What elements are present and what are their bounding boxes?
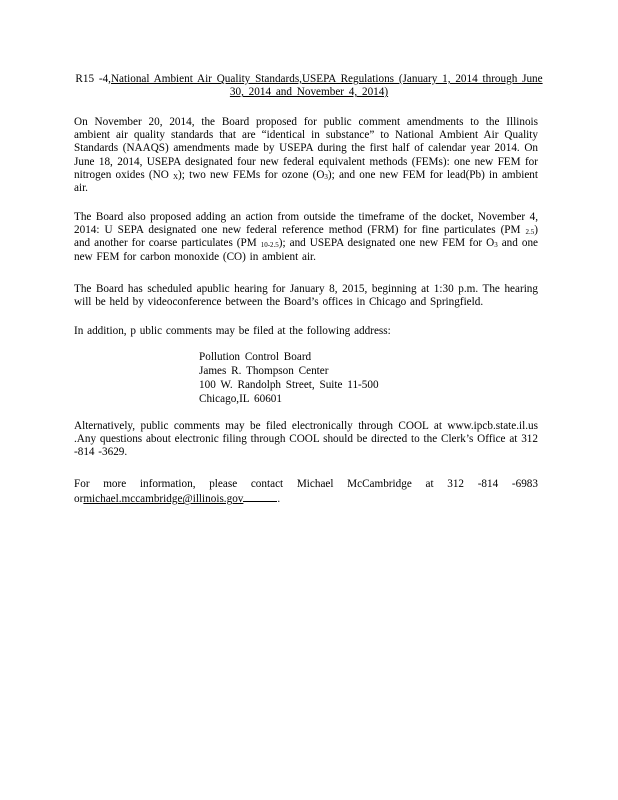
p1-text-c: ); and one new FEM for lead(Pb) in ambient air. [74,168,538,195]
mailing-address [199,350,379,406]
p6-end: . [277,493,281,506]
paragraph-proposal [74,116,538,195]
paragraph-address-intro: In addition, p ublic comments may be filed at the following address: [74,325,391,337]
p2-sub-10-25: 10-2.5 [260,241,279,250]
p6-text: For more information, please contact Michael McCambridge at 312 -814 -6983 or [74,478,538,506]
p2-text-a: The Board also proposed adding an action from outside the timeframe of the docket, November 4, 2014: U SEPA designated one new federal reference method (FRM) for fine particulates (PM [74,211,538,237]
address-line-2: James R. Thompson Center [199,365,329,377]
p1-text-a: On November 20, 2014, the Board proposed for public comment amendments to the Illinois ambient air quality standards that are “identical in substance” to National Ambient Air Quality Standards (NAAQS) amendments made by USEPA during the first half of calendar year 2014. On June 18, 2014, USEPA designated four new federal equivalent methods (FEMs): one new FEM for nitrogen oxides (NO [74,116,538,181]
docket-title [74,73,544,99]
email-underline-trail [243,491,277,502]
p2-text-b: ) and another for coarse particulates (PM [74,224,538,250]
p1-text-b: ); two new FEMs for ozone (O [178,168,325,181]
p2-sub-25: 2.5 [525,228,535,237]
paragraph-additional-action [74,211,538,264]
docket-heading: National Ambient Air Quality Standards,USEPA Regulations (January 1, 2014 through June 30, 2014 and November 4, 2014) [110,73,543,98]
paragraph-contact [74,478,538,506]
contact-email-link[interactable]: michael.mccambridge@illinois.gov [83,493,244,506]
p2-text-d: and one new FEM for carbon monoxide (CO) in ambient air. [74,237,539,263]
address-line-3: 100 W. Randolph Street, Suite 11-500 [199,379,379,391]
p1-sub-x: X [172,172,179,181]
address-line-1: Pollution Control Board [199,351,312,363]
address-line-4: Chicago,IL 60601 [199,393,282,405]
docket-number: R15 -4, [75,73,111,85]
paragraph-hearing: The Board has scheduled apublic hearing for January 8, 2015, beginning at 1:30 p.m. The hearing will be held by videoconference between the Board’s offices in Chicago and Springfield. [74,283,538,309]
p1-sub-3: 3 [324,172,328,181]
paragraph-electronic-filing: Alternatively, public comments may be filed electronically through COOL at www.ipcb.state.il.us .Any questions about electronic filing through COOL should be directed to the Clerk’s Office at 312 -814 -3629. [74,420,538,459]
p2-text-c: ); and USEPA designated one new FEM for O [278,237,495,250]
p2-sub-3: 3 [494,241,498,250]
